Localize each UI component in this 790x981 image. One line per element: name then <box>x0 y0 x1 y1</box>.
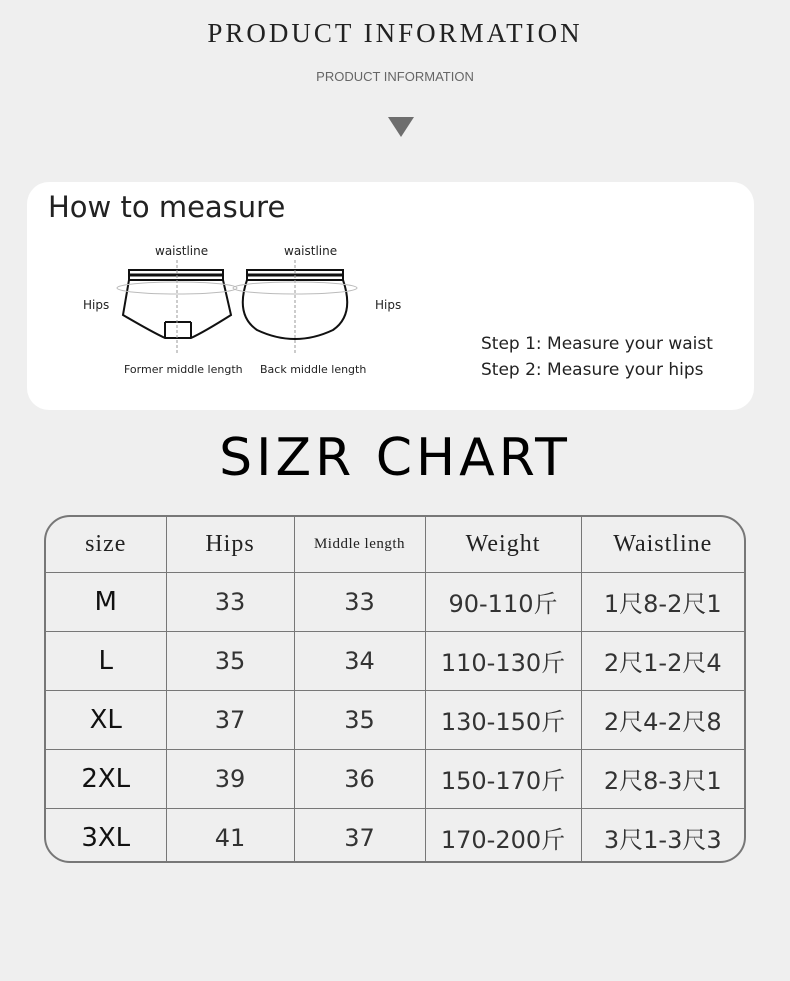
down-arrow-icon <box>388 117 414 137</box>
measure-title: How to measure <box>48 190 286 224</box>
table-row <box>46 690 744 749</box>
table-row <box>46 808 744 863</box>
header-subtitle: PRODUCT INFORMATION <box>316 69 474 84</box>
table-row <box>46 572 744 631</box>
cell-middle-length: 36 <box>294 749 425 808</box>
header-hips: Hips <box>166 517 294 572</box>
front-hips-label: Hips <box>83 298 110 312</box>
back-waistline-label: waistline <box>284 244 338 258</box>
cell-weight: 110-130斤 <box>425 631 581 690</box>
cell-size: L <box>46 631 166 690</box>
header-weight: Weight <box>425 517 581 572</box>
header-waistline: Waistline <box>581 517 744 572</box>
cell-weight: 90-110斤 <box>425 572 581 631</box>
cell-middle-length: 33 <box>294 572 425 631</box>
cell-waistline: 2尺4-2尺8 <box>581 690 744 749</box>
back-hips-label: Hips <box>375 298 402 312</box>
front-briefs-icon <box>117 260 237 355</box>
briefs-diagram <box>107 260 427 370</box>
cell-middle-length: 35 <box>294 690 425 749</box>
front-caption: Former middle length <box>124 363 243 376</box>
header-middle-length: Middle length <box>294 517 425 572</box>
cell-size: XL <box>46 690 166 749</box>
cell-hips: 33 <box>166 572 294 631</box>
cell-size: 3XL <box>46 808 166 863</box>
cell-hips: 37 <box>166 690 294 749</box>
table-row <box>46 749 744 808</box>
header-title: PRODUCT INFORMATION <box>207 18 583 48</box>
cell-weight: 130-150斤 <box>425 690 581 749</box>
step-2-text: Step 2: Measure your hips <box>481 360 704 380</box>
size-chart-title: SIZR CHART <box>219 428 571 488</box>
cell-size: M <box>46 572 166 631</box>
cell-weight: 150-170斤 <box>425 749 581 808</box>
cell-hips: 41 <box>166 808 294 863</box>
back-briefs-icon <box>233 260 357 355</box>
cell-middle-length: 34 <box>294 631 425 690</box>
back-caption: Back middle length <box>260 363 367 376</box>
cell-waistline: 2尺1-2尺4 <box>581 631 744 690</box>
header-size: size <box>46 517 166 572</box>
cell-weight: 170-200斤 <box>425 808 581 863</box>
step-1-text: Step 1: Measure your waist <box>481 334 713 354</box>
cell-hips: 39 <box>166 749 294 808</box>
cell-waistline: 3尺1-3尺3 <box>581 808 744 863</box>
table-header-row <box>46 517 744 572</box>
how-to-measure-card <box>27 182 754 410</box>
cell-middle-length: 37 <box>294 808 425 863</box>
cell-hips: 35 <box>166 631 294 690</box>
table-row <box>46 631 744 690</box>
size-chart-table <box>44 515 746 863</box>
cell-size: 2XL <box>46 749 166 808</box>
cell-waistline: 2尺8-3尺1 <box>581 749 744 808</box>
cell-waistline: 1尺8-2尺1 <box>581 572 744 631</box>
front-waistline-label: waistline <box>155 244 209 258</box>
